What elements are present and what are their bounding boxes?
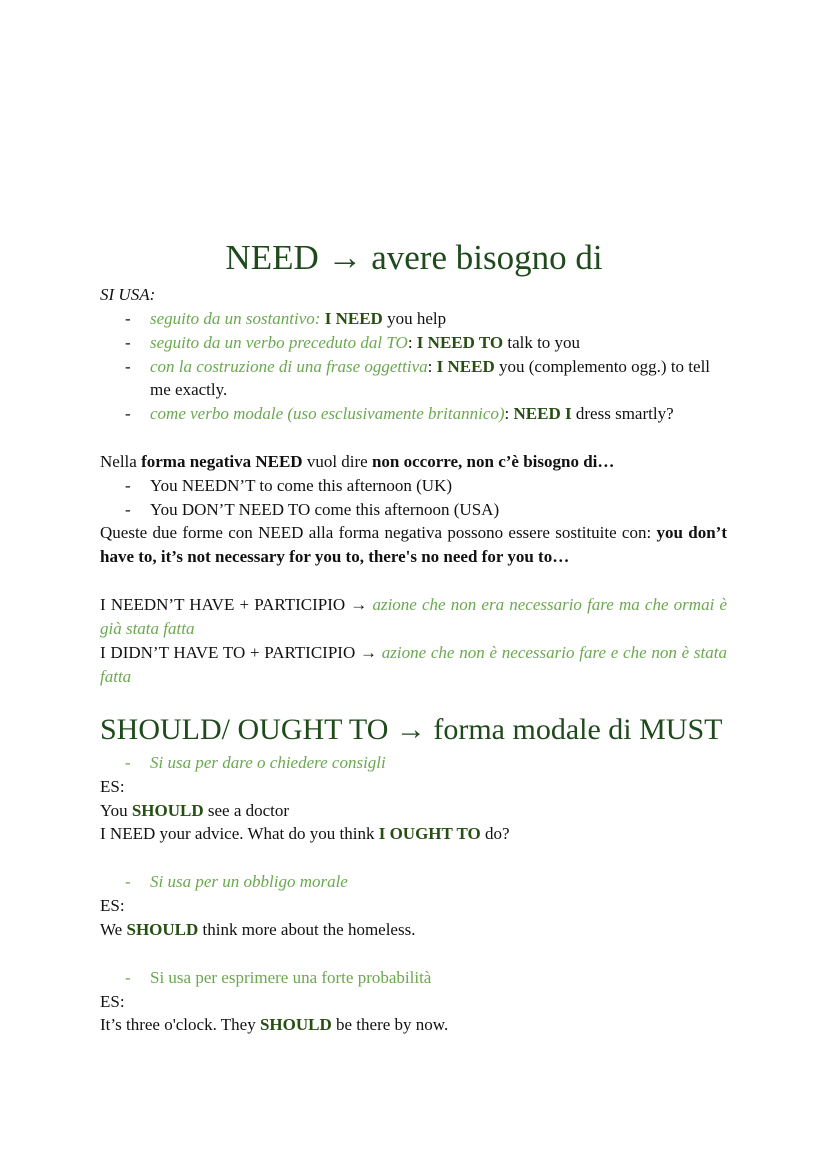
dash-bullet-icon: - — [125, 404, 131, 424]
advice-es — [100, 775, 727, 799]
text-run: ES: — [100, 896, 125, 915]
text-run: : — [504, 404, 514, 424]
negative-intro — [100, 450, 727, 474]
text-run: I DIDN’T HAVE TO + PARTICIPIO → — [100, 643, 382, 662]
dash-bullet-icon: - — [125, 872, 131, 891]
text-run: dress smartly? — [571, 404, 674, 424]
text-run: You NEEDN’T to come this afternoon (UK) — [150, 476, 453, 495]
text-run: We — [100, 920, 127, 939]
text-run: be there by now. — [331, 1015, 449, 1034]
note-text: azione che non è necessario fare e che non è stata fatta — [100, 643, 727, 686]
emphasis-text: SHOULD — [259, 1015, 332, 1034]
dash-bullet-icon: - — [125, 476, 131, 495]
advice-ex2 — [100, 822, 727, 846]
advice-ex1 — [100, 799, 727, 823]
list-item — [100, 870, 727, 894]
moral-ex — [100, 918, 727, 942]
list-item — [100, 331, 727, 355]
advice-list — [100, 751, 727, 775]
list-item — [100, 966, 727, 990]
text-run: You — [100, 801, 132, 820]
prob-list — [100, 966, 727, 990]
dash-bullet-icon: - — [125, 753, 131, 772]
text-run: you (complemento ogg.) to tell me exactly. — [150, 356, 711, 400]
emphasis-text: SHOULD — [126, 920, 199, 939]
dash-bullet-icon: - — [125, 499, 131, 519]
didnt-have — [100, 641, 727, 689]
text-run: Nella — [100, 452, 142, 471]
note-text: seguito da un sostantivo: — [150, 309, 325, 328]
moral-es — [100, 894, 727, 918]
neednt-have — [100, 593, 727, 641]
prob-ex — [100, 1013, 727, 1037]
dash-bullet-icon: - — [125, 332, 131, 352]
prob-es — [100, 990, 727, 1014]
emphasis-text: I NEED — [324, 309, 383, 328]
emphasis-text: you don’t have to, it’s not necessary for you to, there's no need for you to… — [100, 523, 728, 566]
emphasis-text: SI USA: — [100, 285, 156, 304]
text-run: you help — [382, 309, 447, 328]
emphasis-text: forma negativa NEED — [141, 452, 303, 471]
dash-bullet-icon: - — [125, 309, 131, 328]
note-text: Si usa per un obbligo morale — [150, 872, 348, 891]
list-item — [100, 307, 727, 331]
substitutes — [100, 521, 727, 569]
note-text: come verbo modale (uso esclusivamente britannico) — [150, 404, 505, 424]
text-run: talk to you — [503, 332, 581, 352]
text-run: ES: — [100, 992, 125, 1011]
emphasis-text: I OUGHT TO — [378, 824, 481, 843]
text-run: : — [427, 356, 437, 376]
section-heading-should: SHOULD/ OUGHT TO → forma modale di MUST — [100, 713, 723, 746]
text-run: Queste due forme con NEED alla forma negativa possono essere sostituite con: — [100, 523, 657, 542]
note-text: Si usa per dare o chiedere consigli — [150, 753, 386, 772]
text-run: I NEEDN’T HAVE + PARTICIPIO → — [100, 595, 373, 614]
note-text: Si usa per esprimere una forte probabilità — [150, 968, 432, 987]
text-run: I NEED your advice. What do you think — [100, 824, 379, 843]
note-text: seguito da un verbo preceduto dal TO — [150, 332, 408, 352]
text-run: think more about the homeless. — [198, 920, 416, 939]
note-text: con la costruzione di una frase oggettiva — [150, 356, 428, 376]
si-usa — [100, 283, 727, 307]
text-run: see a doctor — [203, 801, 290, 820]
list-item — [100, 498, 727, 522]
dash-bullet-icon: - — [125, 356, 131, 376]
emphasis-text: I NEED TO — [416, 332, 504, 352]
emphasis-text: NEED I — [513, 404, 572, 424]
text-run: do? — [480, 824, 510, 843]
dash-bullet-icon: - — [125, 968, 131, 987]
emphasis-text: I NEED — [436, 356, 495, 376]
list-item — [100, 474, 727, 498]
page-title: NEED → avere bisogno di — [225, 238, 603, 277]
emphasis-text: SHOULD — [131, 801, 204, 820]
moral-list — [100, 870, 727, 894]
text-run: ES: — [100, 777, 125, 796]
usage-list — [100, 307, 727, 426]
list-item — [100, 355, 727, 403]
negative-list — [100, 474, 727, 522]
emphasis-text: non occorre, non c’è bisogno di… — [371, 452, 615, 471]
list-item — [100, 402, 727, 426]
list-item — [100, 751, 727, 775]
note-text: azione che non era necessario fare ma che ormai è già stata fatta — [100, 595, 727, 638]
text-run: You DON’T NEED TO come this afternoon (USA) — [150, 499, 500, 519]
text-run: : — [407, 332, 417, 352]
text-run: It’s three o'clock. They — [100, 1015, 260, 1034]
text-run: vuol dire — [302, 452, 372, 471]
